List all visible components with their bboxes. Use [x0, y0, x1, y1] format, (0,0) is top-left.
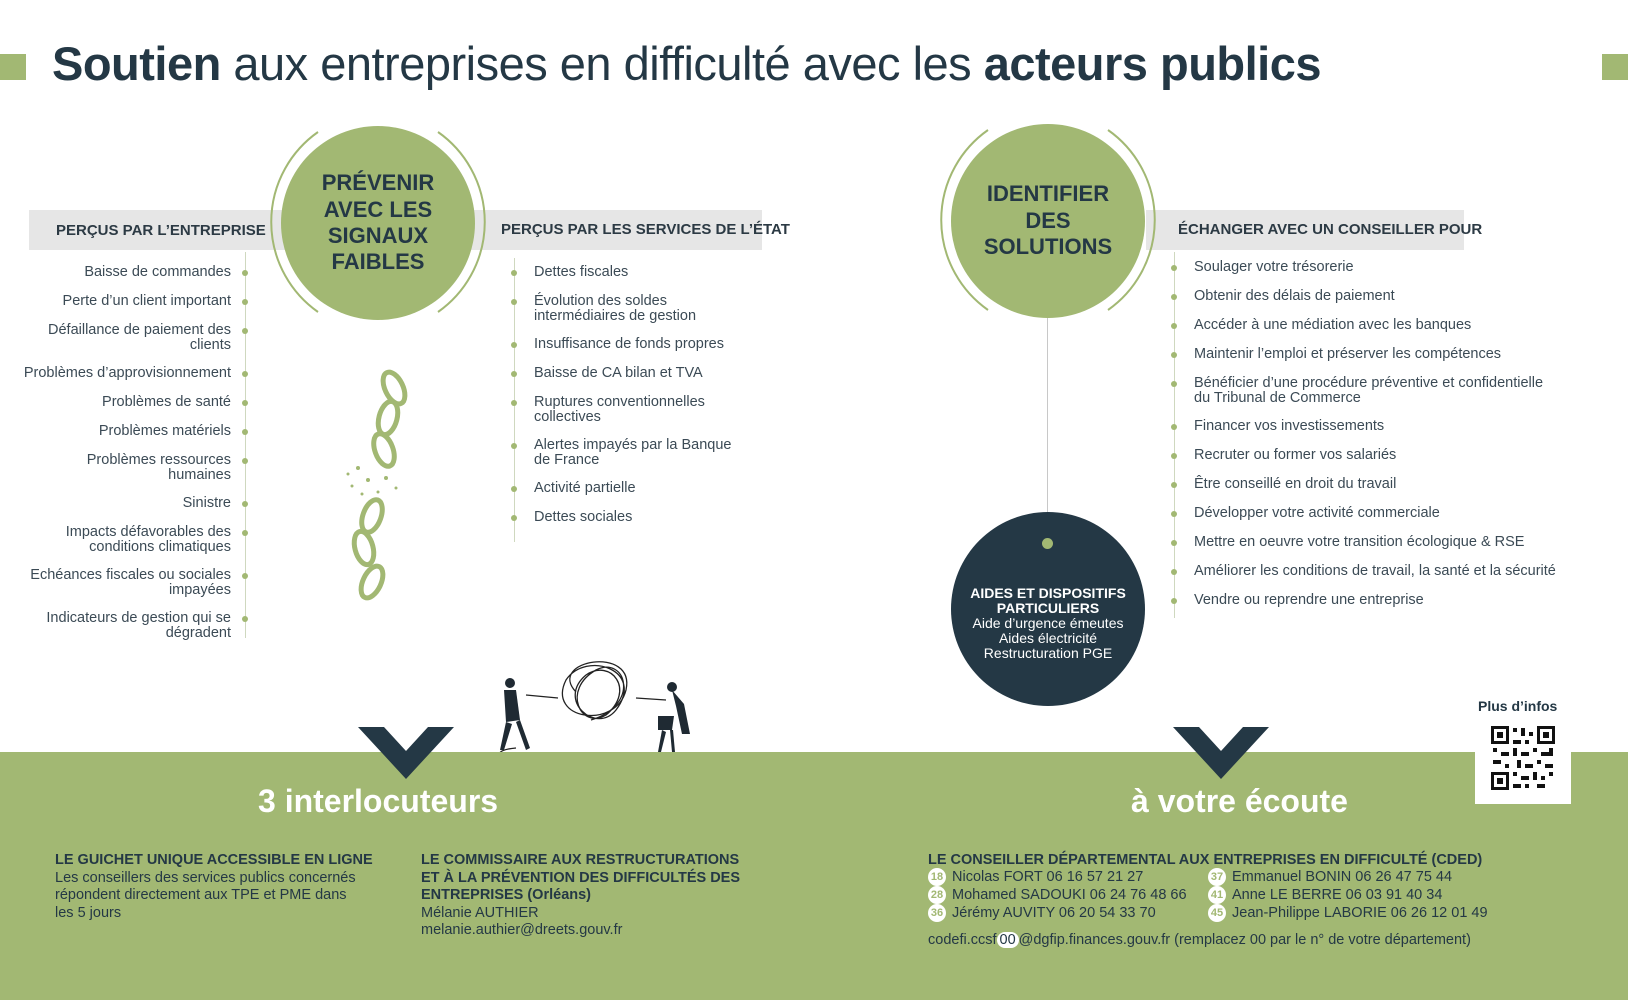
list-item: Problèmes de santé	[0, 395, 245, 424]
list-item: Recruter ou former vos salariés	[1174, 448, 1564, 477]
list-item: Activité partielle	[514, 481, 754, 510]
corner-accent-left	[0, 54, 26, 80]
list-item: Vendre ou reprendre une entreprise	[1174, 593, 1564, 622]
list-item: Évolution des soldes intermédiaires de gestion	[514, 294, 754, 337]
connector-line	[1047, 318, 1048, 540]
prevent-circle	[281, 126, 475, 320]
list-item: Dettes sociales	[514, 510, 754, 539]
broken-chain-illustration	[338, 368, 418, 618]
list-item: Bénéficier d’une procédure préventive et confidentielle du Tribunal de Commerce	[1174, 376, 1564, 419]
cded-heading: LE CONSEILLER DÉPARTEMENTAL AUX ENTREPRISES EN DIFFICULTÉ (CDED)	[928, 852, 1483, 868]
contact-41: 41 Anne LE BERRE 06 03 91 40 34	[1208, 886, 1442, 904]
cded-block	[928, 852, 1548, 870]
list-item: Maintenir l’emploi et préserver les compétences	[1174, 347, 1564, 376]
page-title: Soutien aux entreprises en difficulté avec les acteurs publics	[52, 37, 1322, 90]
guichet-text: Les conseillers des services publics concernés répondent directement aux TPE et PME dans les 5 jours	[55, 869, 356, 921]
list-item: Baisse de commandes	[0, 265, 245, 294]
list-item: Ruptures conventionnelles collectives	[514, 395, 754, 438]
tug-of-war-illustration	[486, 650, 736, 762]
aides-line: Aides électricité	[998, 629, 1098, 646]
list-item: Sinistre	[0, 496, 245, 525]
contact-18: 18 Nicolas FORT 06 16 57 21 27	[928, 868, 1143, 886]
list-item: Être conseillé en droit du travail	[1174, 477, 1564, 506]
list-item: Echéances fiscales ou sociales impayées	[0, 568, 245, 611]
right-header: PERÇUS PAR LES SERVICES DE L’ÉTAT	[501, 221, 790, 238]
solutions-circle-text: IDENTIFIER DES SOLUTIONS	[983, 181, 1113, 260]
aides-title: AIDES ET DISPOSITIFS PARTICULIERS	[970, 584, 1126, 616]
guichet-block	[55, 852, 395, 922]
contact-37: 37 Emmanuel BONIN 06 26 47 75 44	[1208, 868, 1452, 886]
aides-line: Aide d’urgence émeutes	[972, 614, 1124, 631]
list-item: Obtenir des délais de paiement	[1174, 289, 1564, 318]
right-signal-list	[514, 265, 754, 539]
chevron-down-icon	[358, 727, 454, 779]
aides-line: Restructuration PGE	[983, 644, 1113, 661]
list-item: Dettes fiscales	[514, 265, 754, 294]
commissaire-text: Mélanie AUTHIER melanie.authier@dreets.gouv.fr	[421, 904, 623, 938]
list-item: Problèmes d’approvisionnement	[0, 366, 245, 395]
list-item: Accéder à une médiation avec les banques	[1174, 318, 1564, 347]
email-code-badge: 00	[997, 932, 1019, 948]
footer-left-title: 3 interlocuteurs	[258, 783, 499, 819]
qr-code-icon	[1491, 726, 1555, 790]
connector-dot	[1042, 538, 1053, 549]
chevron-down-icon	[1173, 727, 1269, 779]
list-item: Alertes impayés par la Banque de France	[514, 438, 754, 481]
list-item: Problèmes matériels	[0, 424, 245, 453]
contact-28: 28 Mohamed SADOUKI 06 24 76 48 66	[928, 886, 1187, 904]
left-signal-list	[0, 265, 245, 654]
qr-label: Plus d’infos	[1478, 698, 1558, 714]
list-item: Impacts défavorables des conditions climatiques	[0, 525, 245, 568]
list-item: Défaillance de paiement des clients	[0, 323, 245, 366]
corner-accent-right	[1602, 54, 1628, 80]
commissaire-block	[421, 852, 761, 940]
list-item: Problèmes ressources humaines	[0, 453, 245, 496]
contact-45: 45 Jean-Philippe LABORIE 06 26 12 01 49	[1208, 904, 1488, 922]
list-item: Soulager votre trésorerie	[1174, 260, 1564, 289]
list-item: Financer vos investissements	[1174, 419, 1564, 448]
cded-email[interactable]: codefi.ccsf 00 @dgfip.finances.gouv.fr (remplacez 00 par le n° de votre département)	[928, 932, 1471, 948]
list-item: Améliorer les conditions de travail, la santé et la sécurité	[1174, 564, 1564, 593]
left-list-line	[245, 252, 246, 638]
list-item: Baisse de CA bilan et TVA	[514, 366, 754, 395]
solutions-circle	[951, 124, 1145, 318]
list-item: Mettre en oeuvre votre transition écologique & RSE	[1174, 535, 1564, 564]
left-header: PERÇUS PAR L’ENTREPRISE	[56, 222, 266, 239]
solutions-header: ÉCHANGER AVEC UN CONSEILLER POUR	[1178, 221, 1483, 238]
solutions-list	[1174, 260, 1564, 622]
guichet-heading: LE GUICHET UNIQUE ACCESSIBLE EN LIGNE	[55, 852, 373, 868]
list-item: Développer votre activité commerciale	[1174, 506, 1564, 535]
list-item: Insuffisance de fonds propres	[514, 337, 754, 366]
commissaire-heading: LE COMMISSAIRE AUX RESTRUCTURATIONS ET À LA PRÉVENTION DES DIFFICULTÉS DES ENTREPRISES (Orléans)	[421, 852, 741, 903]
qr-code-box[interactable]	[1475, 716, 1571, 804]
contact-36: 36 Jérémy AUVITY 06 20 54 33 70	[928, 904, 1156, 922]
list-item: Indicateurs de gestion qui se dégradent	[0, 611, 245, 654]
footer-right-title: à votre écoute	[1131, 783, 1348, 819]
list-item: Perte d’un client important	[0, 294, 245, 323]
prevent-circle-text: PRÉVENIR AVEC LES SIGNAUX FAIBLES	[321, 170, 435, 275]
